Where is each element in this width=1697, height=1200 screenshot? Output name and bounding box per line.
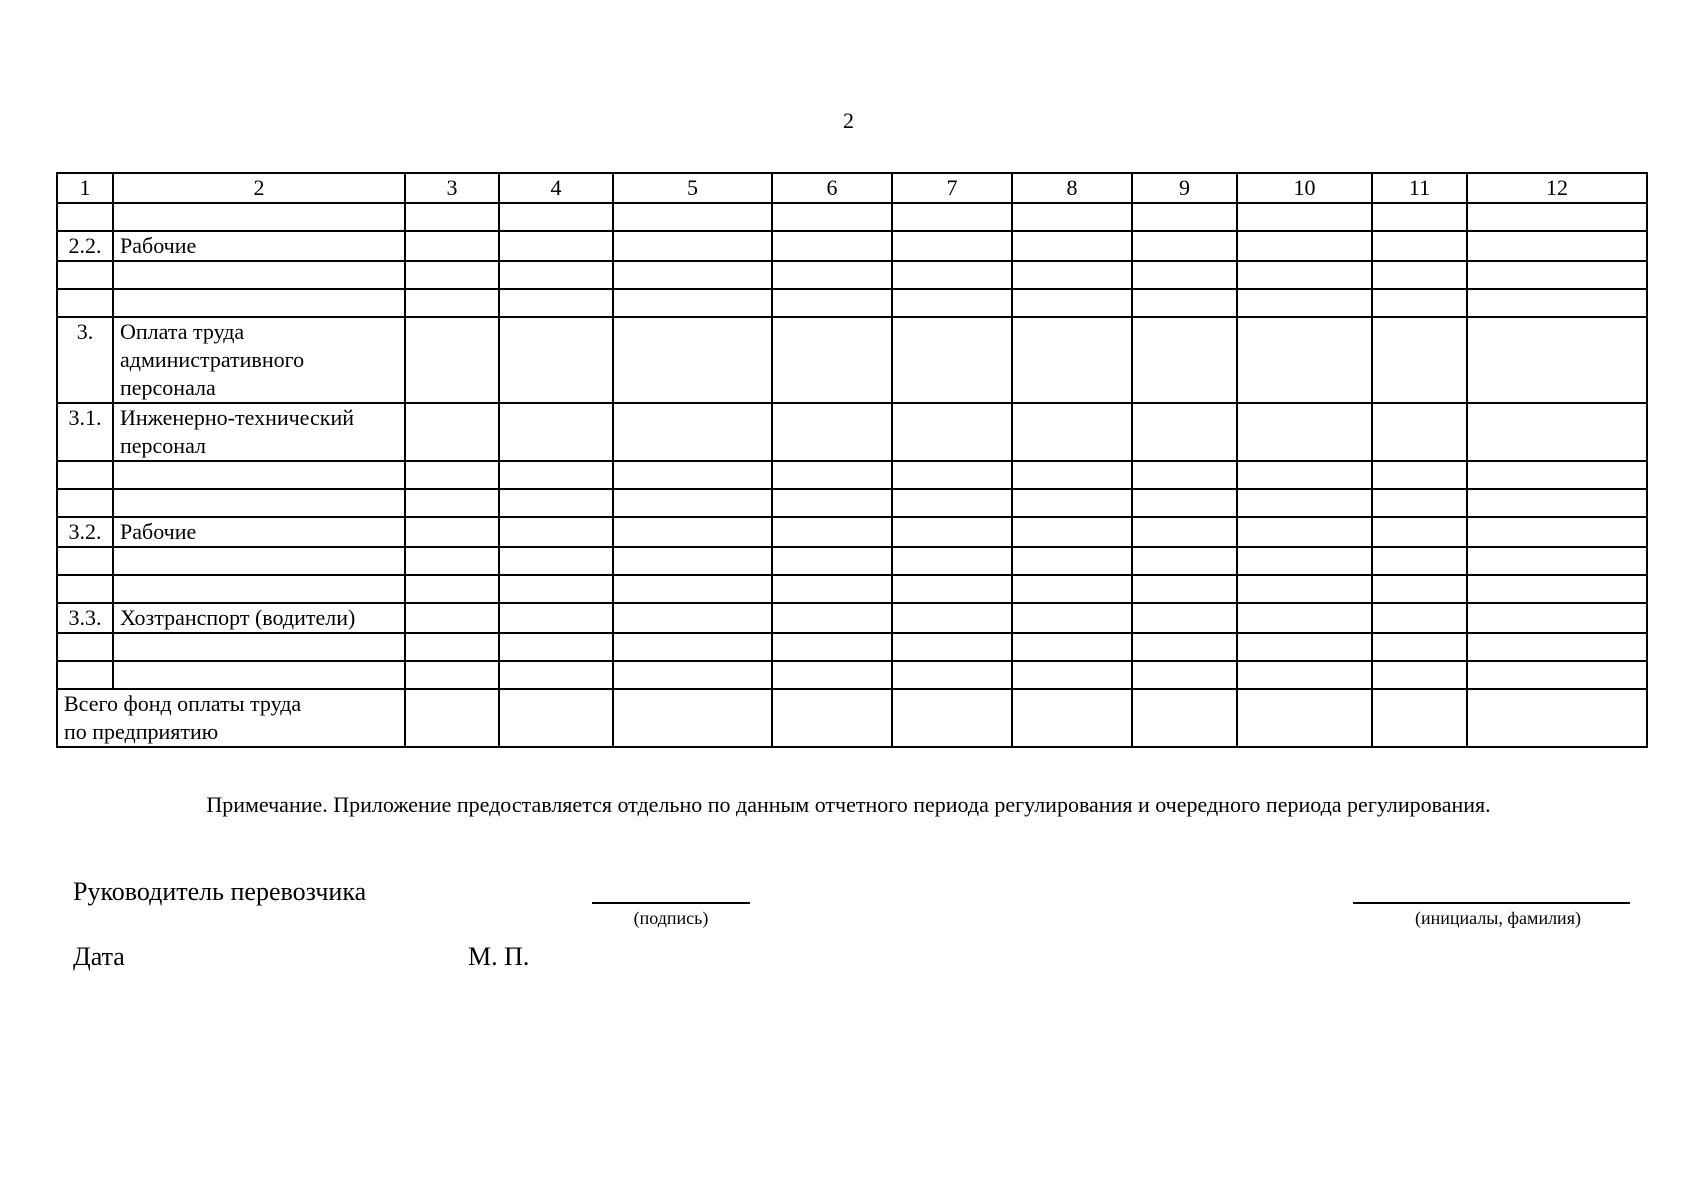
table-row xyxy=(57,517,1647,547)
value-cell[interactable] xyxy=(1372,489,1467,517)
value-cell[interactable] xyxy=(405,203,499,231)
value-cell[interactable] xyxy=(892,317,1012,403)
value-cell[interactable] xyxy=(1372,203,1467,231)
table-row xyxy=(57,661,1647,689)
value-cell[interactable] xyxy=(405,517,499,547)
row-name: Рабочие xyxy=(113,517,405,547)
value-cell[interactable] xyxy=(499,231,613,261)
value-cell[interactable] xyxy=(499,203,613,231)
total-value-cell[interactable] xyxy=(1132,689,1237,747)
value-cell[interactable] xyxy=(1012,203,1132,231)
name-line xyxy=(1353,902,1630,904)
row-number xyxy=(57,547,113,575)
signature-line xyxy=(592,902,750,904)
row-number xyxy=(57,661,113,689)
row-name: Хозтранспорт (водители) xyxy=(113,603,405,633)
value-cell[interactable] xyxy=(892,517,1012,547)
value-cell[interactable] xyxy=(405,261,499,289)
column-header-6: 6 xyxy=(772,173,892,203)
value-cell[interactable] xyxy=(1467,547,1647,575)
row-name xyxy=(113,203,405,231)
value-cell[interactable] xyxy=(772,317,892,403)
value-cell[interactable] xyxy=(1012,489,1132,517)
value-cell[interactable] xyxy=(1372,517,1467,547)
row-number xyxy=(57,261,113,289)
value-cell[interactable] xyxy=(405,489,499,517)
value-cell[interactable] xyxy=(1467,261,1647,289)
value-cell[interactable] xyxy=(1132,461,1237,489)
row-name xyxy=(113,633,405,661)
signature-hint: (подпись) xyxy=(633,908,709,928)
value-cell[interactable] xyxy=(1012,575,1132,603)
value-cell[interactable] xyxy=(1237,575,1372,603)
row-number: 3. xyxy=(57,317,113,403)
value-cell[interactable] xyxy=(1467,489,1647,517)
value-cell[interactable] xyxy=(405,547,499,575)
date-label: Дата xyxy=(73,942,125,971)
value-cell[interactable] xyxy=(1132,603,1237,633)
value-cell[interactable] xyxy=(613,317,772,403)
value-cell[interactable] xyxy=(613,261,772,289)
total-value-cell[interactable] xyxy=(892,689,1012,747)
total-row xyxy=(57,689,1647,747)
value-cell[interactable] xyxy=(1372,403,1467,461)
value-cell[interactable] xyxy=(1132,261,1237,289)
value-cell[interactable] xyxy=(772,547,892,575)
row-number: 3.3. xyxy=(57,603,113,633)
table-row xyxy=(57,203,1647,231)
value-cell[interactable] xyxy=(1012,261,1132,289)
value-cell[interactable] xyxy=(1132,517,1237,547)
row-number: 3.2. xyxy=(57,517,113,547)
value-cell[interactable] xyxy=(1372,603,1467,633)
value-cell[interactable] xyxy=(405,633,499,661)
value-cell[interactable] xyxy=(405,403,499,461)
value-cell[interactable] xyxy=(1237,461,1372,489)
value-cell[interactable] xyxy=(1012,661,1132,689)
value-cell[interactable] xyxy=(499,317,613,403)
table-row xyxy=(57,633,1647,661)
table-row xyxy=(57,231,1647,261)
value-cell[interactable] xyxy=(405,603,499,633)
value-cell[interactable] xyxy=(772,633,892,661)
value-cell[interactable] xyxy=(499,575,613,603)
value-cell[interactable] xyxy=(613,403,772,461)
value-cell[interactable] xyxy=(1237,489,1372,517)
column-header-5: 5 xyxy=(613,173,772,203)
value-cell[interactable] xyxy=(1237,203,1372,231)
wage-fund-table xyxy=(56,172,1648,748)
value-cell[interactable] xyxy=(892,633,1012,661)
value-cell[interactable] xyxy=(1372,461,1467,489)
row-name xyxy=(113,547,405,575)
value-cell[interactable] xyxy=(772,203,892,231)
column-header-8: 8 xyxy=(1012,173,1132,203)
row-number xyxy=(57,633,113,661)
value-cell[interactable] xyxy=(613,633,772,661)
row-name xyxy=(113,289,405,317)
value-cell[interactable] xyxy=(1012,289,1132,317)
row-number xyxy=(57,203,113,231)
value-cell[interactable] xyxy=(1467,403,1647,461)
table-row xyxy=(57,575,1647,603)
value-cell[interactable] xyxy=(613,661,772,689)
value-cell[interactable] xyxy=(613,231,772,261)
value-cell[interactable] xyxy=(1467,203,1647,231)
total-value-cell[interactable] xyxy=(1467,689,1647,747)
row-name xyxy=(113,489,405,517)
table-body xyxy=(57,173,1647,747)
value-cell[interactable] xyxy=(1467,603,1647,633)
value-cell[interactable] xyxy=(892,261,1012,289)
value-cell[interactable] xyxy=(1237,661,1372,689)
value-cell[interactable] xyxy=(892,231,1012,261)
value-cell[interactable] xyxy=(499,547,613,575)
value-cell[interactable] xyxy=(1237,317,1372,403)
table-row xyxy=(57,489,1647,517)
total-value-cell[interactable] xyxy=(1012,689,1132,747)
value-cell[interactable] xyxy=(1012,403,1132,461)
total-value-cell[interactable] xyxy=(1372,689,1467,747)
value-cell[interactable] xyxy=(1237,547,1372,575)
value-cell[interactable] xyxy=(892,547,1012,575)
page-number: 2 xyxy=(843,108,854,133)
row-name: Инженерно-технический персонал xyxy=(113,403,405,461)
table-row xyxy=(57,289,1647,317)
value-cell[interactable] xyxy=(1237,517,1372,547)
value-cell[interactable] xyxy=(892,489,1012,517)
value-cell[interactable] xyxy=(1012,231,1132,261)
row-name xyxy=(113,261,405,289)
value-cell[interactable] xyxy=(499,403,613,461)
row-name: Рабочие xyxy=(113,231,405,261)
value-cell[interactable] xyxy=(1012,547,1132,575)
value-cell[interactable] xyxy=(1467,461,1647,489)
value-cell[interactable] xyxy=(772,261,892,289)
value-cell[interactable] xyxy=(613,517,772,547)
value-cell[interactable] xyxy=(1132,231,1237,261)
value-cell[interactable] xyxy=(772,289,892,317)
table-row xyxy=(57,261,1647,289)
value-cell[interactable] xyxy=(613,575,772,603)
value-cell[interactable] xyxy=(613,203,772,231)
value-cell[interactable] xyxy=(499,261,613,289)
column-header-3: 3 xyxy=(405,173,499,203)
value-cell[interactable] xyxy=(1012,517,1132,547)
table-header-row xyxy=(57,173,1647,203)
value-cell[interactable] xyxy=(1237,289,1372,317)
value-cell[interactable] xyxy=(772,403,892,461)
value-cell[interactable] xyxy=(892,603,1012,633)
table-row xyxy=(57,461,1647,489)
note-text: Примечание. Приложение предоставляется отдельно по данным отчетного периода регулирования и очередного периода регулирования. xyxy=(206,792,1491,817)
value-cell[interactable] xyxy=(1467,289,1647,317)
row-name xyxy=(113,461,405,489)
row-name: Оплата труда административного персонала xyxy=(113,317,405,403)
table-row xyxy=(57,403,1647,461)
table-row xyxy=(57,317,1647,403)
value-cell[interactable] xyxy=(1237,633,1372,661)
column-header-10: 10 xyxy=(1237,173,1372,203)
value-cell[interactable] xyxy=(1467,633,1647,661)
value-cell[interactable] xyxy=(1132,289,1237,317)
value-cell[interactable] xyxy=(405,661,499,689)
value-cell[interactable] xyxy=(1132,489,1237,517)
value-cell[interactable] xyxy=(1467,661,1647,689)
value-cell[interactable] xyxy=(405,317,499,403)
value-cell[interactable] xyxy=(1237,403,1372,461)
row-number xyxy=(57,289,113,317)
value-cell[interactable] xyxy=(1237,231,1372,261)
value-cell[interactable] xyxy=(1132,403,1237,461)
value-cell[interactable] xyxy=(499,489,613,517)
value-cell[interactable] xyxy=(613,489,772,517)
value-cell[interactable] xyxy=(499,603,613,633)
value-cell[interactable] xyxy=(1237,603,1372,633)
value-cell[interactable] xyxy=(1372,575,1467,603)
value-cell[interactable] xyxy=(405,231,499,261)
total-label: Всего фонд оплаты труда по предприятию xyxy=(57,689,405,747)
value-cell[interactable] xyxy=(613,289,772,317)
value-cell[interactable] xyxy=(1132,547,1237,575)
total-value-cell[interactable] xyxy=(772,689,892,747)
value-cell[interactable] xyxy=(892,661,1012,689)
value-cell[interactable] xyxy=(772,489,892,517)
value-cell[interactable] xyxy=(499,461,613,489)
row-name xyxy=(113,661,405,689)
value-cell[interactable] xyxy=(1012,461,1132,489)
total-value-cell[interactable] xyxy=(405,689,499,747)
value-cell[interactable] xyxy=(772,517,892,547)
value-cell[interactable] xyxy=(1372,661,1467,689)
total-value-cell[interactable] xyxy=(499,689,613,747)
value-cell[interactable] xyxy=(772,461,892,489)
table-row xyxy=(57,603,1647,633)
value-cell[interactable] xyxy=(405,575,499,603)
column-header-11: 11 xyxy=(1372,173,1467,203)
row-number xyxy=(57,575,113,603)
value-cell[interactable] xyxy=(892,403,1012,461)
head-label: Руководитель перевозчика xyxy=(73,877,367,906)
value-cell[interactable] xyxy=(613,603,772,633)
table-row xyxy=(57,547,1647,575)
value-cell[interactable] xyxy=(1012,603,1132,633)
value-cell[interactable] xyxy=(1132,317,1237,403)
column-header-4: 4 xyxy=(499,173,613,203)
value-cell[interactable] xyxy=(772,575,892,603)
value-cell[interactable] xyxy=(613,461,772,489)
value-cell[interactable] xyxy=(499,517,613,547)
value-cell[interactable] xyxy=(1372,231,1467,261)
value-cell[interactable] xyxy=(1372,317,1467,403)
value-cell[interactable] xyxy=(1372,261,1467,289)
value-cell[interactable] xyxy=(1467,575,1647,603)
value-cell[interactable] xyxy=(1467,317,1647,403)
value-cell[interactable] xyxy=(499,633,613,661)
value-cell[interactable] xyxy=(405,289,499,317)
value-cell[interactable] xyxy=(1132,661,1237,689)
row-number xyxy=(57,461,113,489)
row-number xyxy=(57,489,113,517)
column-header-9: 9 xyxy=(1132,173,1237,203)
row-number: 3.1. xyxy=(57,403,113,461)
stamp-label: М. П. xyxy=(468,942,530,971)
column-header-12: 12 xyxy=(1467,173,1647,203)
value-cell[interactable] xyxy=(772,603,892,633)
value-cell[interactable] xyxy=(892,461,1012,489)
value-cell[interactable] xyxy=(1372,633,1467,661)
value-cell[interactable] xyxy=(499,289,613,317)
value-cell[interactable] xyxy=(1012,633,1132,661)
column-header-2: 2 xyxy=(113,173,405,203)
value-cell[interactable] xyxy=(1132,203,1237,231)
value-cell[interactable] xyxy=(405,461,499,489)
value-cell[interactable] xyxy=(1372,547,1467,575)
row-name xyxy=(113,575,405,603)
row-number: 2.2. xyxy=(57,231,113,261)
value-cell[interactable] xyxy=(1467,231,1647,261)
name-hint: (инициалы, фамилия) xyxy=(1415,908,1581,928)
value-cell[interactable] xyxy=(1132,575,1237,603)
value-cell[interactable] xyxy=(613,547,772,575)
value-cell[interactable] xyxy=(892,575,1012,603)
value-cell[interactable] xyxy=(1237,261,1372,289)
value-cell[interactable] xyxy=(1372,289,1467,317)
value-cell[interactable] xyxy=(1132,633,1237,661)
value-cell[interactable] xyxy=(772,231,892,261)
value-cell[interactable] xyxy=(1467,517,1647,547)
column-header-7: 7 xyxy=(892,173,1012,203)
value-cell[interactable] xyxy=(772,661,892,689)
total-value-cell[interactable] xyxy=(1237,689,1372,747)
column-header-1: 1 xyxy=(57,173,113,203)
value-cell[interactable] xyxy=(892,289,1012,317)
value-cell[interactable] xyxy=(892,203,1012,231)
value-cell[interactable] xyxy=(499,661,613,689)
total-value-cell[interactable] xyxy=(613,689,772,747)
value-cell[interactable] xyxy=(1012,317,1132,403)
